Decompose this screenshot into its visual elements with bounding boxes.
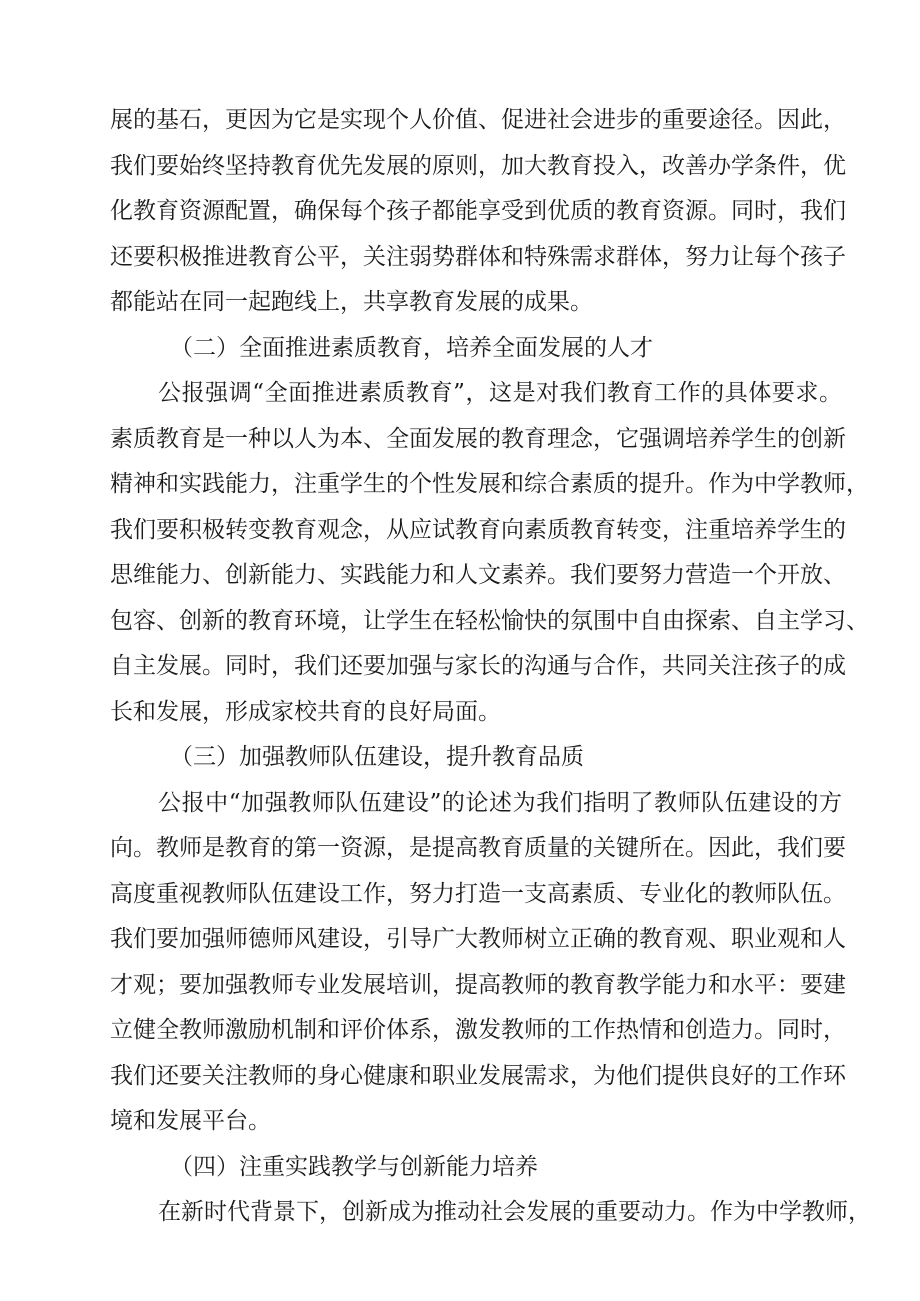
body-text-line: 才观；要加强教师专业发展培训，提高教师的教育教学能力和水平：要建	[110, 971, 846, 998]
body-text-line: 素质教育是一种以人为本、全面发展的教育理念，它强调培养学生的创新	[110, 425, 846, 452]
body-text-line: 化教育资源配置，确保每个孩子都能享受到优质的教育资源。同时，我们	[110, 198, 846, 224]
body-text-line: 思维能力、创新能力、实践能力和人文素养。我们要努力营造一个开放、	[110, 562, 846, 588]
body-text-line: 自主发展。同时，我们还要加强与家长的沟通与合作，共同关注孩子的成	[110, 653, 846, 679]
body-text-line: 我们要加强师德师风建设，引导广大教师树立正确的教育观、职业观和人	[110, 926, 846, 952]
section-heading: （四）注重实践教学与创新能力培养	[170, 1153, 538, 1180]
body-text-line: 我们要始终坚持教育优先发展的原则，加大教育投入，改善办学条件，优	[110, 152, 846, 179]
body-text-line: 精神和实践能力，注重学生的个性发展和综合素质的提升。作为中学教师，	[110, 471, 869, 497]
body-text-line: 展的基石，更因为它是实现个人价值、促进社会进步的重要途径。因此，	[110, 107, 846, 133]
paragraph-last-line: 长和发展，形成家校共育的良好局面。	[110, 698, 501, 725]
body-text-line: 高度重视教师队伍建设工作，努力打造一支高素质、专业化的教师队伍。	[110, 880, 846, 907]
body-text-line: 还要积极推进教育公平，关注弱势群体和特殊需求群体，努力让每个孩子	[110, 243, 846, 270]
body-text-line: 向。教师是教育的第一资源，是提高教育质量的关键所在。因此，我们要	[110, 835, 846, 861]
section-heading: （二）全面推进素质教育，培养全面发展的人才	[170, 334, 653, 361]
body-text-line: 我们还要关注教师的身心健康和职业发展需求，为他们提供良好的工作环	[110, 1062, 846, 1089]
section-heading: （三）加强教师队伍建设，提升教育品质	[170, 744, 584, 770]
paragraph-first-line: 在新时代背景下，创新成为推动社会发展的重要动力。作为中学教师，	[158, 1199, 871, 1225]
body-text-line: 立健全教师激励机制和评价体系，激发教师的工作热情和创造力。同时，	[110, 1017, 846, 1043]
paragraph-last-line: 都能站在同一起跑线上，共享教育发展的成果。	[110, 289, 593, 315]
paragraph-first-line: 公报强调“全面推进素质教育”，这是对我们教育工作的具体要求。	[158, 380, 842, 406]
paragraph-first-line: 公报中“加强教师队伍建设”的论述为我们指明了教师队伍建设的方	[158, 789, 842, 816]
body-text-line: 我们要积极转变教育观念，从应试教育向素质教育转变，注重培养学生的	[110, 516, 846, 543]
paragraph-last-line: 境和发展平台。	[110, 1108, 271, 1134]
document-body	[110, 98, 871, 1236]
body-text-line: 包容、创新的教育环境，让学生在轻松愉快的氛围中自由探索、自主学习、	[110, 607, 869, 634]
